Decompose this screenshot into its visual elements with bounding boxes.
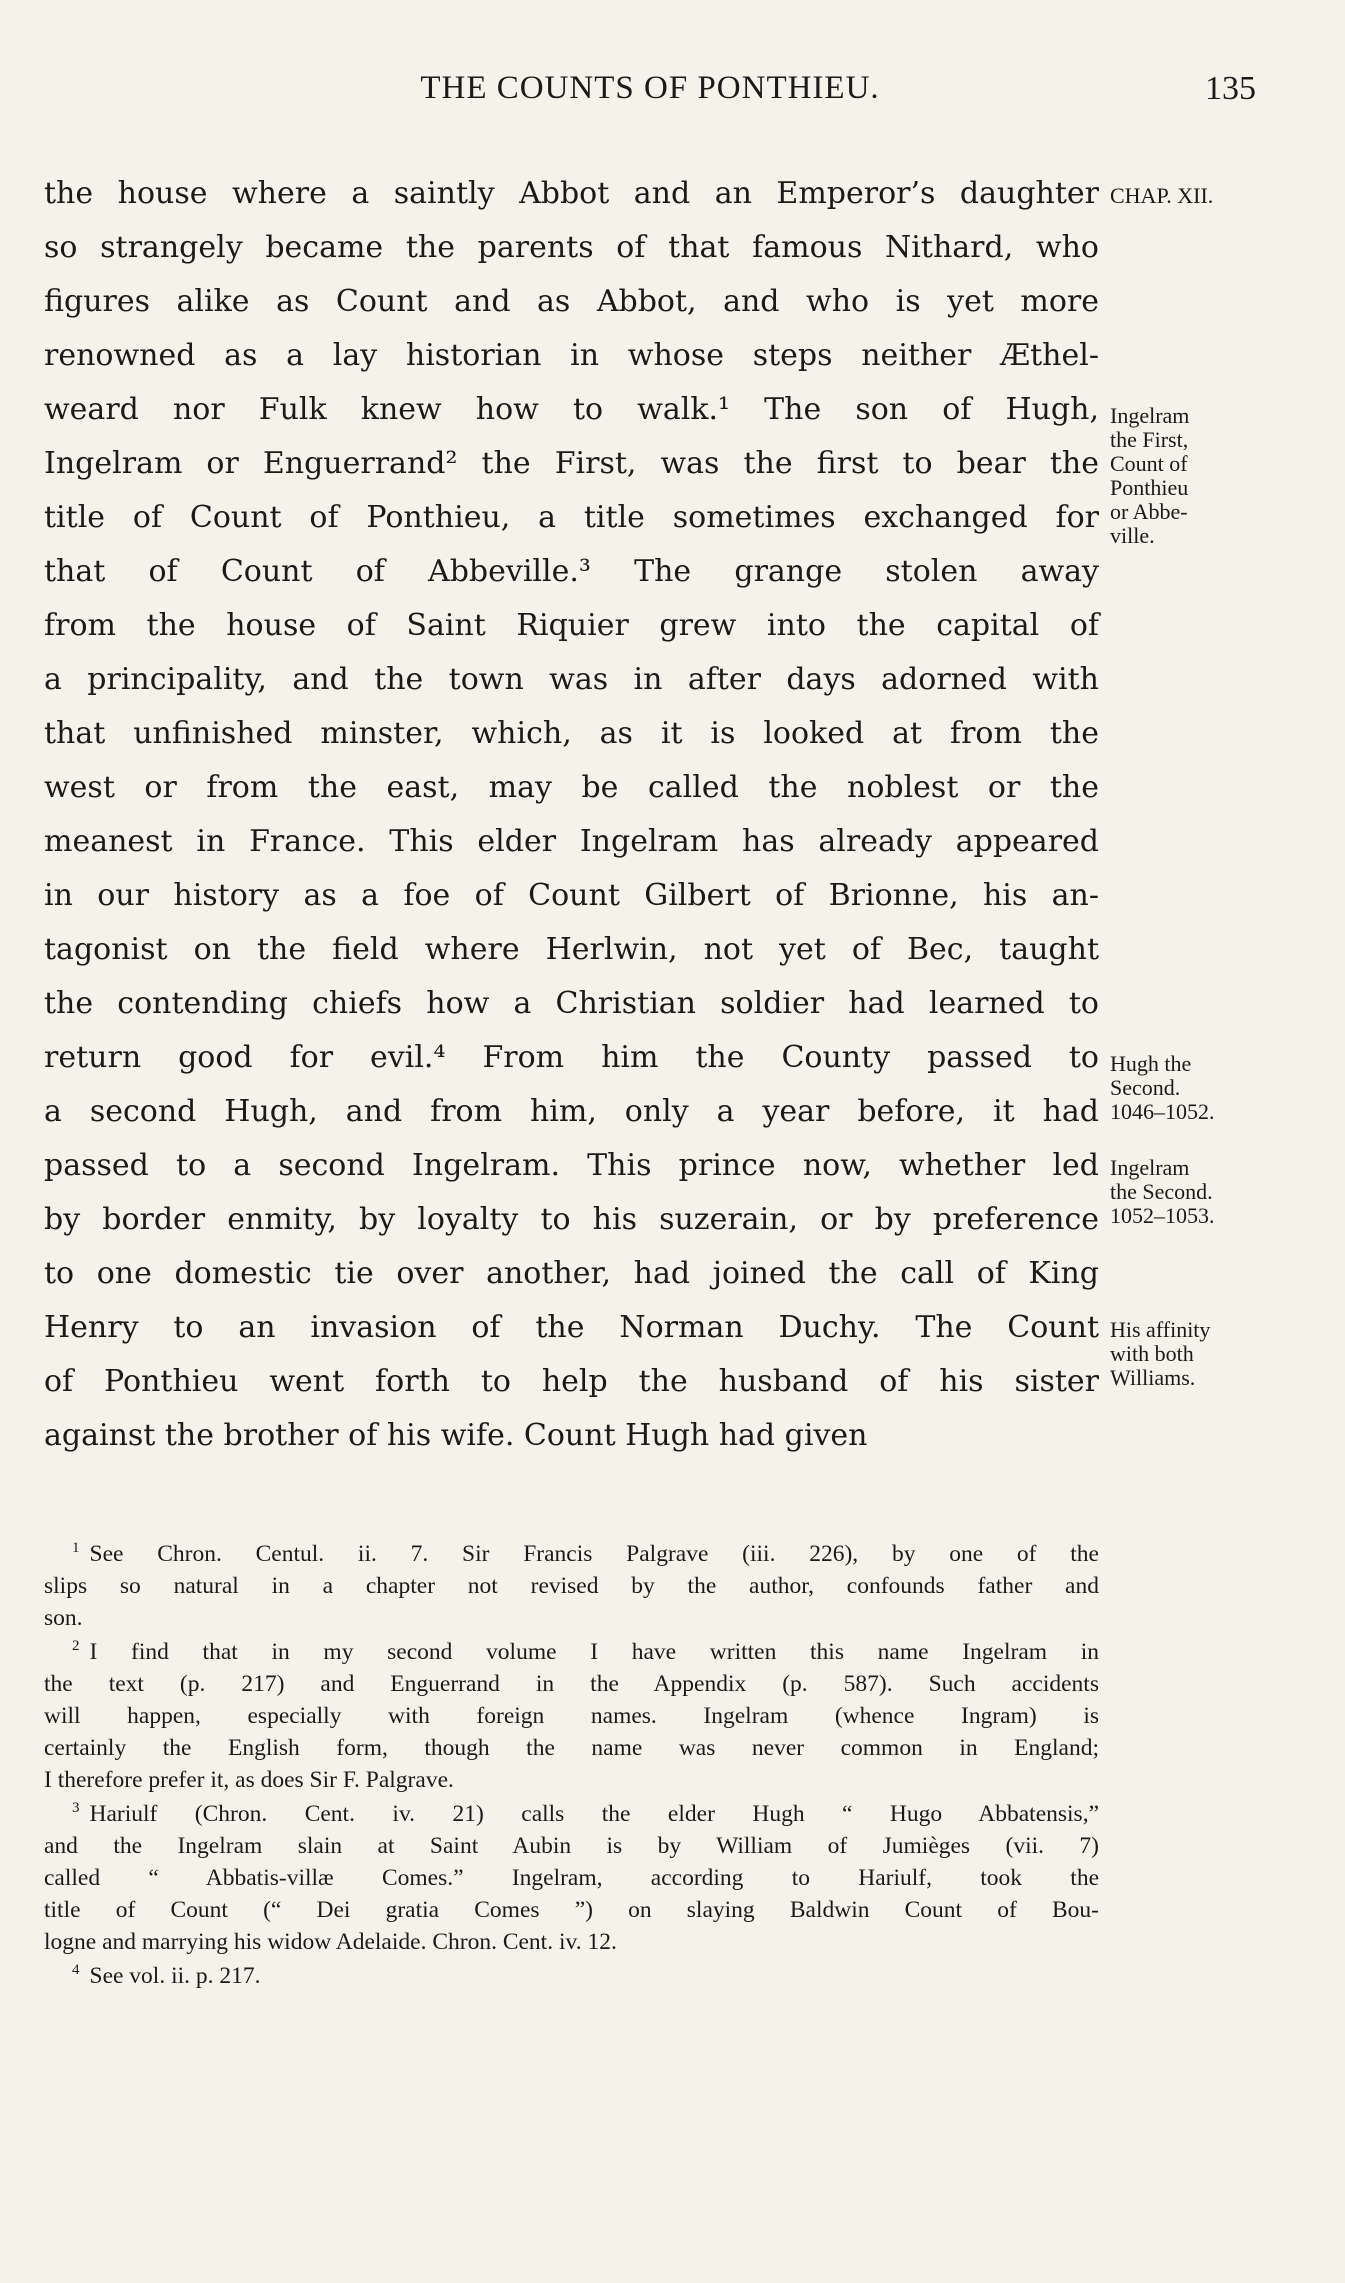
margin-note-line: Ingelram — [1110, 1155, 1190, 1180]
margin-note-line: CHAP. XII. — [1110, 183, 1214, 208]
body-line: weard nor Fulk knew how to walk.¹ The son of Hugh, — [44, 392, 1099, 427]
body-line: passed to a second Ingelram. This prince now, whether led — [44, 1148, 1099, 1183]
body-line: the contending chiefs how a Christian soldier had learned to — [44, 986, 1099, 1021]
footnote-line: See vol. ii. p. 217. — [89, 1963, 261, 1989]
footnote-4 — [44, 1960, 1099, 1992]
footnote-line: son. — [44, 1605, 83, 1631]
footnote-line: will happen, especially with foreign names. Ingelram (whence Ingram) is — [44, 1703, 1099, 1729]
margin-note-line: His affinity — [1110, 1317, 1211, 1342]
footnote-line: Hariulf (Chron. Cent. iv. 21) calls the elder Hugh “ Hugo Abbatensis,” — [89, 1801, 1099, 1827]
footnote-mark: 1 — [72, 1540, 80, 1557]
body-line: a second Hugh, and from him, only a year before, it had — [44, 1094, 1099, 1129]
footnote-line: I find that in my second volume I have written this name Ingelram in — [89, 1639, 1099, 1665]
page-number: 135 — [1205, 70, 1256, 107]
footnote-1 — [44, 1538, 1099, 1570]
body-line: so strangely became the parents of that famous Nithard, who — [44, 230, 1099, 265]
body-line: Henry to an invasion of the Norman Duchy. The Count — [44, 1310, 1099, 1345]
margin-note-affinity — [1110, 1318, 1260, 1390]
margin-note-line: or Abbe- — [1110, 499, 1188, 524]
body-line: meanest in France. This elder Ingelram has already appeared — [44, 824, 1099, 859]
margin-note-hugh-second — [1110, 1052, 1260, 1124]
footnote-line: certainly the English form, though the name was never common in England; — [44, 1735, 1099, 1761]
margin-note-line: 1046–1052. — [1110, 1099, 1215, 1124]
margin-note-line: the Second. — [1110, 1179, 1213, 1204]
margin-note-line: Second. — [1110, 1075, 1181, 1100]
footnote-2 — [44, 1636, 1099, 1668]
margin-note-ingelram-first — [1110, 404, 1260, 548]
margin-note-line: Williams. — [1110, 1365, 1196, 1390]
body-line: against the brother of his wife. Count Hugh had given — [44, 1418, 868, 1453]
body-line: from the house of Saint Riquier grew into the capital of — [44, 608, 1099, 643]
margin-note-line: Hugh the — [1110, 1051, 1192, 1076]
footnote-line: called “ Abbatis-villæ Comes.” Ingelram, according to Hariulf, took the — [44, 1865, 1099, 1891]
body-line: to one domestic tie over another, had joined the call of King — [44, 1256, 1099, 1291]
footnote-line: slips so natural in a chapter not revised by the author, confounds father and — [44, 1573, 1099, 1599]
margin-note-line: with both — [1110, 1341, 1194, 1366]
margin-note-line: the First, — [1110, 427, 1189, 452]
margin-note-chapter — [1110, 184, 1260, 208]
margin-note-ingelram-second — [1110, 1156, 1260, 1228]
footnote-line: I therefore prefer it, as does Sir F. Palgrave. — [44, 1767, 454, 1793]
footnote-line: title of Count (“ Dei gratia Comes ”) on slaying Baldwin Count of Bou- — [44, 1897, 1099, 1923]
footnote-line: and the Ingelram slain at Saint Aubin is by William of Jumièges (vii. 7) — [44, 1833, 1099, 1859]
body-line: title of Count of Ponthieu, a title sometimes exchanged for — [44, 500, 1099, 535]
body-line: in our history as a foe of Count Gilbert of Brionne, his an- — [44, 878, 1099, 913]
running-head — [44, 70, 1256, 120]
body-line: that of Count of Abbeville.³ The grange stolen away — [44, 554, 1099, 589]
footnote-mark: 2 — [72, 1638, 80, 1655]
margin-note-line: ville. — [1110, 523, 1155, 548]
margin-note-line: 1052–1053. — [1110, 1203, 1215, 1228]
body-line: tagonist on the field where Herlwin, not yet of Bec, taught — [44, 932, 1099, 967]
footnote-mark: 3 — [72, 1800, 80, 1817]
body-line: Ingelram or Enguerrand² the First, was the first to bear the — [44, 446, 1099, 481]
body-line: return good for evil.⁴ From him the County passed to — [44, 1040, 1099, 1075]
margin-note-line: Ingelram — [1110, 403, 1190, 428]
margin-note-line: Count of — [1110, 451, 1188, 476]
body-line: of Ponthieu went forth to help the husband of his sister — [44, 1364, 1099, 1399]
footnote-line: logne and marrying his widow Adelaide. Chron. Cent. iv. 12. — [44, 1929, 617, 1955]
body-line: by border enmity, by loyalty to his suzerain, or by preference — [44, 1202, 1099, 1237]
body-line: a principality, and the town was in after days adorned with — [44, 662, 1099, 697]
body-line: that unfinished minster, which, as it is looked at from the — [44, 716, 1099, 751]
footnote-mark: 4 — [72, 1962, 80, 1979]
body-line: west or from the east, may be called the noblest or the — [44, 770, 1099, 805]
running-head-title: THE COUNTS OF PONTHIEU. — [420, 70, 880, 106]
body-line: the house where a saintly Abbot and an Emperor’s daughter — [44, 176, 1099, 211]
footnote-line: See Chron. Centul. ii. 7. Sir Francis Palgrave (iii. 226), by one of the — [89, 1541, 1099, 1567]
footnote-line: the text (p. 217) and Enguerrand in the Appendix (p. 587). Such accidents — [44, 1671, 1099, 1697]
footnote-3 — [44, 1798, 1099, 1830]
body-line: renowned as a lay historian in whose steps neither Æthel- — [44, 338, 1099, 373]
body-line: figures alike as Count and as Abbot, and who is yet more — [44, 284, 1099, 319]
margin-note-line: Ponthieu — [1110, 475, 1189, 500]
